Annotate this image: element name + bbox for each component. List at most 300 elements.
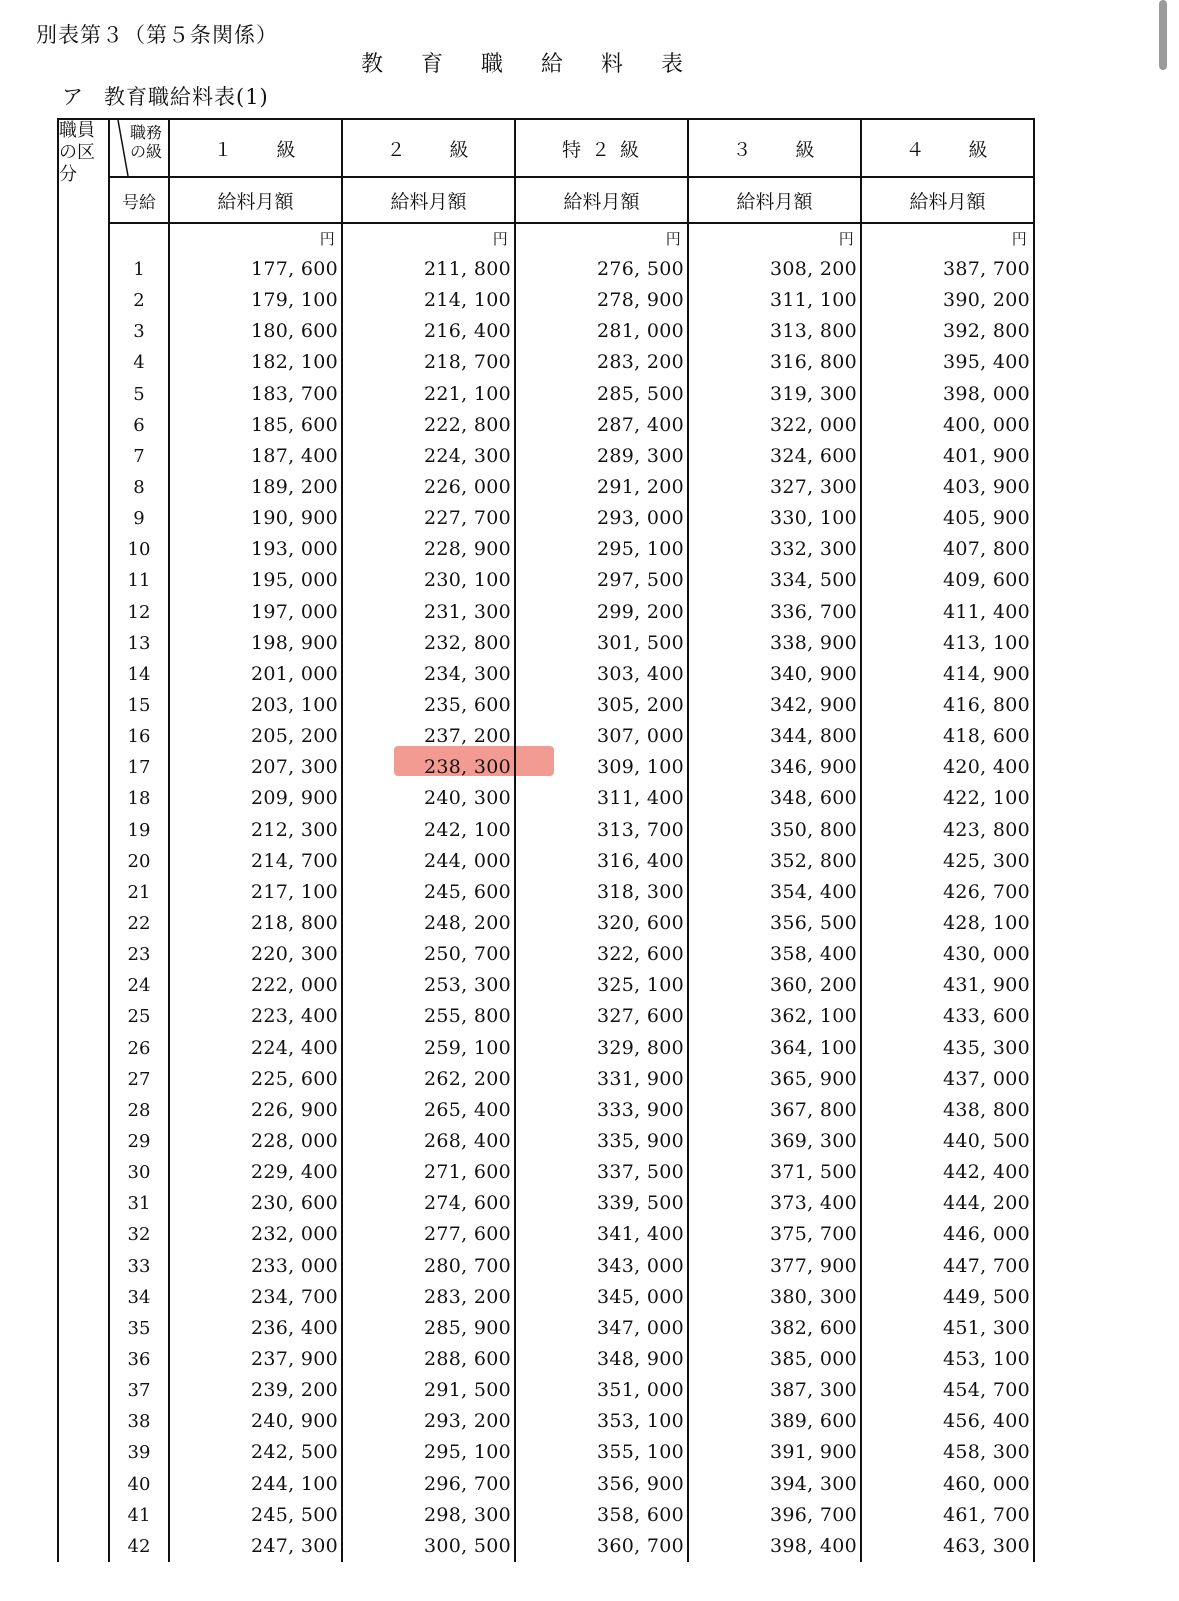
salary-cell: 390, 200	[861, 285, 1034, 316]
category-cell	[58, 1500, 109, 1531]
salary-cell: 352, 800	[688, 846, 861, 877]
salary-cell: 446, 000	[861, 1219, 1034, 1250]
step-number: 37	[109, 1375, 169, 1406]
category-cell	[58, 970, 109, 1001]
salary-cell: 225, 600	[169, 1064, 342, 1095]
salary-cell: 313, 800	[688, 316, 861, 347]
unit-label: 円	[169, 223, 342, 254]
salary-cell: 265, 400	[342, 1095, 515, 1126]
table-row	[58, 1313, 1034, 1344]
salary-cell: 364, 100	[688, 1033, 861, 1064]
salary-cell: 336, 700	[688, 597, 861, 628]
salary-cell: 449, 500	[861, 1282, 1034, 1313]
table-row	[58, 1033, 1034, 1064]
salary-cell: 232, 000	[169, 1219, 342, 1250]
salary-cell: 230, 600	[169, 1188, 342, 1219]
salary-table-body	[58, 223, 1034, 1562]
salary-cell: 356, 900	[515, 1468, 688, 1499]
salary-cell: 407, 800	[861, 534, 1034, 565]
category-cell	[58, 1437, 109, 1468]
step-number: 11	[109, 565, 169, 596]
salary-cell: 324, 600	[688, 441, 861, 472]
step-number: 12	[109, 597, 169, 628]
salary-cell: 255, 800	[342, 1001, 515, 1032]
salary-cell: 205, 200	[169, 721, 342, 752]
salary-cell: 245, 600	[342, 877, 515, 908]
category-cell	[58, 379, 109, 410]
monthly-salary-header: 給料月額	[515, 177, 688, 223]
salary-cell: 409, 600	[861, 565, 1034, 596]
salary-cell: 283, 200	[515, 347, 688, 378]
salary-cell: 416, 800	[861, 690, 1034, 721]
salary-cell: 177, 600	[169, 254, 342, 285]
grade-header-special-2: 特 ２ 級	[515, 119, 688, 177]
table-row	[58, 877, 1034, 908]
category-cell	[58, 939, 109, 970]
step-number: 24	[109, 970, 169, 1001]
salary-cell: 224, 300	[342, 441, 515, 472]
salary-cell: 303, 400	[515, 659, 688, 690]
salary-cell: 218, 800	[169, 908, 342, 939]
salary-cell: 398, 000	[861, 379, 1034, 410]
staff-category-header	[58, 119, 109, 223]
salary-cell: 333, 900	[515, 1095, 688, 1126]
category-cell	[58, 472, 109, 503]
salary-cell: 313, 700	[515, 815, 688, 846]
scrollbar-thumb[interactable]	[1159, 0, 1167, 70]
salary-cell: 190, 900	[169, 503, 342, 534]
salary-cell: 226, 900	[169, 1095, 342, 1126]
category-cell	[58, 1313, 109, 1344]
table-row	[58, 1251, 1034, 1282]
salary-cell: 230, 100	[342, 565, 515, 596]
salary-cell: 231, 300	[342, 597, 515, 628]
salary-cell: 289, 300	[515, 441, 688, 472]
salary-cell: 442, 400	[861, 1157, 1034, 1188]
salary-cell: 387, 300	[688, 1375, 861, 1406]
salary-cell: 232, 800	[342, 628, 515, 659]
step-number: 30	[109, 1157, 169, 1188]
salary-cell: 375, 700	[688, 1219, 861, 1250]
table-row	[58, 1219, 1034, 1250]
salary-cell: 212, 300	[169, 815, 342, 846]
table-row	[58, 1531, 1034, 1562]
unit-label: 円	[342, 223, 515, 254]
salary-cell: 234, 300	[342, 659, 515, 690]
salary-cell: 182, 100	[169, 347, 342, 378]
salary-cell: 221, 100	[342, 379, 515, 410]
salary-cell: 242, 500	[169, 1437, 342, 1468]
salary-cell: 360, 700	[515, 1531, 688, 1562]
salary-cell: 398, 400	[688, 1531, 861, 1562]
table-row	[58, 1500, 1034, 1531]
salary-cell: 355, 100	[515, 1437, 688, 1468]
grade-header-1: １ 級	[169, 119, 342, 177]
category-cell	[58, 1375, 109, 1406]
salary-cell: 394, 300	[688, 1468, 861, 1499]
salary-cell: 346, 900	[688, 752, 861, 783]
grade-corner-label: 職務の級	[129, 123, 162, 161]
salary-cell: 367, 800	[688, 1095, 861, 1126]
salary-cell: 209, 900	[169, 783, 342, 814]
salary-cell: 444, 200	[861, 1188, 1034, 1219]
category-cell	[58, 721, 109, 752]
category-cell	[58, 846, 109, 877]
salary-cell: 285, 900	[342, 1313, 515, 1344]
table-row	[58, 846, 1034, 877]
salary-cell: 327, 300	[688, 472, 861, 503]
unit-row	[58, 223, 1034, 254]
salary-cell: 189, 200	[169, 472, 342, 503]
salary-cell: 425, 300	[861, 846, 1034, 877]
salary-cell: 322, 000	[688, 410, 861, 441]
salary-cell: 413, 100	[861, 628, 1034, 659]
table-row	[58, 908, 1034, 939]
salary-cell: 223, 400	[169, 1001, 342, 1032]
salary-cell: 403, 900	[861, 472, 1034, 503]
category-cell	[58, 752, 109, 783]
salary-cell: 248, 200	[342, 908, 515, 939]
salary-cell: 423, 800	[861, 815, 1034, 846]
salary-cell: 179, 100	[169, 285, 342, 316]
salary-cell: 389, 600	[688, 1406, 861, 1437]
salary-cell: 369, 300	[688, 1126, 861, 1157]
table-row	[58, 254, 1034, 285]
salary-cell: 229, 400	[169, 1157, 342, 1188]
table-row	[58, 410, 1034, 441]
salary-cell: 198, 900	[169, 628, 342, 659]
step-number: 34	[109, 1282, 169, 1313]
salary-cell: 456, 400	[861, 1406, 1034, 1437]
salary-cell: 433, 600	[861, 1001, 1034, 1032]
step-number: 4	[109, 347, 169, 378]
table-row	[58, 347, 1034, 378]
step-number: 22	[109, 908, 169, 939]
category-cell	[58, 223, 109, 254]
table-row	[58, 1064, 1034, 1095]
salary-cell: 237, 900	[169, 1344, 342, 1375]
category-cell	[58, 1033, 109, 1064]
salary-cell: 463, 300	[861, 1531, 1034, 1562]
salary-cell: 288, 600	[342, 1344, 515, 1375]
category-cell	[58, 1157, 109, 1188]
salary-cell: 360, 200	[688, 970, 861, 1001]
salary-cell: 334, 500	[688, 565, 861, 596]
subtitle-mark: ア	[62, 85, 84, 109]
table-row	[58, 1157, 1034, 1188]
salary-cell: 385, 000	[688, 1344, 861, 1375]
step-number: 18	[109, 783, 169, 814]
table-row	[58, 1406, 1034, 1437]
salary-cell: 201, 000	[169, 659, 342, 690]
salary-cell: 247, 300	[169, 1531, 342, 1562]
salary-cell: 348, 600	[688, 783, 861, 814]
salary-cell: 299, 200	[515, 597, 688, 628]
category-cell	[58, 1219, 109, 1250]
salary-cell: 354, 400	[688, 877, 861, 908]
salary-cell: 245, 500	[169, 1500, 342, 1531]
category-cell	[58, 254, 109, 285]
salary-cell: 358, 400	[688, 939, 861, 970]
category-cell	[58, 690, 109, 721]
step-number: 16	[109, 721, 169, 752]
salary-cell: 382, 600	[688, 1313, 861, 1344]
step-number: 17	[109, 752, 169, 783]
salary-cell: 291, 200	[515, 472, 688, 503]
salary-cell: 339, 500	[515, 1188, 688, 1219]
salary-cell: 280, 700	[342, 1251, 515, 1282]
table-row	[58, 1126, 1034, 1157]
grade-header-2: ２ 級	[342, 119, 515, 177]
salary-cell: 343, 000	[515, 1251, 688, 1282]
salary-cell: 454, 700	[861, 1375, 1034, 1406]
salary-cell: 337, 500	[515, 1157, 688, 1188]
step-number: 20	[109, 846, 169, 877]
step-number: 42	[109, 1531, 169, 1562]
salary-cell: 380, 300	[688, 1282, 861, 1313]
salary-cell: 220, 300	[169, 939, 342, 970]
salary-cell: 244, 000	[342, 846, 515, 877]
table-row	[58, 1375, 1034, 1406]
salary-cell: 271, 600	[342, 1157, 515, 1188]
salary-cell: 283, 200	[342, 1282, 515, 1313]
category-cell	[58, 347, 109, 378]
salary-cell: 193, 000	[169, 534, 342, 565]
table-row	[58, 597, 1034, 628]
salary-cell: 295, 100	[342, 1437, 515, 1468]
category-cell	[58, 1001, 109, 1032]
salary-cell: 301, 500	[515, 628, 688, 659]
salary-cell: 362, 100	[688, 1001, 861, 1032]
salary-cell: 293, 200	[342, 1406, 515, 1437]
step-number: 8	[109, 472, 169, 503]
salary-cell: 224, 400	[169, 1033, 342, 1064]
salary-cell: 295, 100	[515, 534, 688, 565]
table-row	[58, 628, 1034, 659]
step-number: 7	[109, 441, 169, 472]
table-row	[58, 1282, 1034, 1313]
salary-cell: 308, 200	[688, 254, 861, 285]
table-row	[58, 1437, 1034, 1468]
salary-cell: 347, 000	[515, 1313, 688, 1344]
salary-cell: 307, 000	[515, 721, 688, 752]
grade-header-3: ３ 級	[688, 119, 861, 177]
salary-cell: 371, 500	[688, 1157, 861, 1188]
salary-cell: 274, 600	[342, 1188, 515, 1219]
salary-cell: 396, 700	[688, 1500, 861, 1531]
step-number: 41	[109, 1500, 169, 1531]
step-header: 号給	[109, 177, 169, 223]
salary-cell: 217, 100	[169, 877, 342, 908]
subtitle-text: 教育職給料表(1)	[104, 85, 269, 109]
salary-cell: 309, 100	[515, 752, 688, 783]
step-number: 1	[109, 254, 169, 285]
salary-cell: 460, 000	[861, 1468, 1034, 1499]
salary-cell: 242, 100	[342, 815, 515, 846]
table-row	[58, 472, 1034, 503]
salary-cell: 318, 300	[515, 877, 688, 908]
salary-cell: 207, 300	[169, 752, 342, 783]
salary-cell: 216, 400	[342, 316, 515, 347]
salary-cell: 395, 400	[861, 347, 1034, 378]
header-row-labels	[58, 177, 1034, 223]
salary-cell: 335, 900	[515, 1126, 688, 1157]
salary-cell: 377, 900	[688, 1251, 861, 1282]
salary-cell: 447, 700	[861, 1251, 1034, 1282]
table-row	[58, 379, 1034, 410]
category-cell	[58, 441, 109, 472]
salary-cell: 259, 100	[342, 1033, 515, 1064]
table-row	[58, 1001, 1034, 1032]
salary-cell: 365, 900	[688, 1064, 861, 1095]
category-cell	[58, 1468, 109, 1499]
salary-cell: 414, 900	[861, 659, 1034, 690]
table-subtitle	[62, 81, 269, 111]
salary-cell: 311, 100	[688, 285, 861, 316]
salary-cell: 187, 400	[169, 441, 342, 472]
salary-cell: 296, 700	[342, 1468, 515, 1499]
staff-category-label: 職員の区分	[59, 120, 95, 185]
salary-cell: 244, 100	[169, 1468, 342, 1499]
salary-cell: 218, 700	[342, 347, 515, 378]
step-number: 13	[109, 628, 169, 659]
salary-cell: 420, 400	[861, 752, 1034, 783]
salary-cell: 239, 200	[169, 1375, 342, 1406]
salary-cell: 240, 900	[169, 1406, 342, 1437]
salary-cell: 238, 300	[342, 752, 515, 783]
unit-label: 円	[515, 223, 688, 254]
step-number: 39	[109, 1437, 169, 1468]
category-cell	[58, 1064, 109, 1095]
salary-cell: 183, 700	[169, 379, 342, 410]
monthly-salary-header: 給料月額	[688, 177, 861, 223]
table-row	[58, 939, 1034, 970]
step-number: 10	[109, 534, 169, 565]
salary-cell: 235, 600	[342, 690, 515, 721]
salary-cell: 203, 100	[169, 690, 342, 721]
salary-cell: 405, 900	[861, 503, 1034, 534]
step-number: 36	[109, 1344, 169, 1375]
category-cell	[58, 1282, 109, 1313]
annex-label: 別表第３（第５条関係）	[36, 23, 278, 47]
salary-cell: 287, 400	[515, 410, 688, 441]
salary-cell: 437, 000	[861, 1064, 1034, 1095]
step-number: 19	[109, 815, 169, 846]
salary-cell: 228, 000	[169, 1126, 342, 1157]
salary-cell: 197, 000	[169, 597, 342, 628]
salary-cell: 332, 300	[688, 534, 861, 565]
table-row	[58, 721, 1034, 752]
step-cell	[109, 223, 169, 254]
category-cell	[58, 565, 109, 596]
salary-cell: 211, 800	[342, 254, 515, 285]
salary-cell: 400, 000	[861, 410, 1034, 441]
salary-cell: 195, 000	[169, 565, 342, 596]
salary-cell: 330, 100	[688, 503, 861, 534]
monthly-salary-header: 給料月額	[861, 177, 1034, 223]
category-cell	[58, 1251, 109, 1282]
salary-cell: 262, 200	[342, 1064, 515, 1095]
category-cell	[58, 815, 109, 846]
category-cell	[58, 410, 109, 441]
category-cell	[58, 597, 109, 628]
page-title: 教育職給料表	[361, 52, 722, 77]
salary-cell: 353, 100	[515, 1406, 688, 1437]
step-number: 21	[109, 877, 169, 908]
step-number: 38	[109, 1406, 169, 1437]
salary-cell: 236, 400	[169, 1313, 342, 1344]
category-cell	[58, 1531, 109, 1562]
salary-cell: 438, 800	[861, 1095, 1034, 1126]
salary-cell: 356, 500	[688, 908, 861, 939]
salary-cell: 311, 400	[515, 783, 688, 814]
step-number: 40	[109, 1468, 169, 1499]
salary-cell: 387, 700	[861, 254, 1034, 285]
salary-cell: 327, 600	[515, 1001, 688, 1032]
salary-cell: 291, 500	[342, 1375, 515, 1406]
salary-cell: 422, 100	[861, 783, 1034, 814]
step-number: 28	[109, 1095, 169, 1126]
category-cell	[58, 1095, 109, 1126]
category-cell	[58, 316, 109, 347]
salary-cell: 278, 900	[515, 285, 688, 316]
category-cell	[58, 534, 109, 565]
salary-cell: 340, 900	[688, 659, 861, 690]
table-row	[58, 1095, 1034, 1126]
salary-cell: 226, 000	[342, 472, 515, 503]
salary-cell: 338, 900	[688, 628, 861, 659]
salary-table	[57, 118, 1035, 1562]
salary-cell: 392, 800	[861, 316, 1034, 347]
salary-cell: 240, 300	[342, 783, 515, 814]
table-row	[58, 783, 1034, 814]
salary-cell: 391, 900	[688, 1437, 861, 1468]
step-number: 32	[109, 1219, 169, 1250]
table-row	[58, 1344, 1034, 1375]
unit-label: 円	[861, 223, 1034, 254]
step-number: 3	[109, 316, 169, 347]
step-number: 23	[109, 939, 169, 970]
salary-cell: 214, 100	[342, 285, 515, 316]
step-number: 5	[109, 379, 169, 410]
salary-cell: 344, 800	[688, 721, 861, 752]
step-number: 31	[109, 1188, 169, 1219]
table-row	[58, 659, 1034, 690]
salary-cell: 348, 900	[515, 1344, 688, 1375]
grade-header-4: ４ 級	[861, 119, 1034, 177]
category-cell	[58, 659, 109, 690]
salary-cell: 250, 700	[342, 939, 515, 970]
salary-cell: 440, 500	[861, 1126, 1034, 1157]
table-row	[58, 752, 1034, 783]
step-number: 33	[109, 1251, 169, 1282]
table-row	[58, 690, 1034, 721]
category-cell	[58, 1406, 109, 1437]
salary-cell: 320, 600	[515, 908, 688, 939]
salary-cell: 453, 100	[861, 1344, 1034, 1375]
step-number: 29	[109, 1126, 169, 1157]
step-number: 2	[109, 285, 169, 316]
salary-cell: 341, 400	[515, 1219, 688, 1250]
salary-cell: 305, 200	[515, 690, 688, 721]
table-row	[58, 285, 1034, 316]
salary-cell: 322, 600	[515, 939, 688, 970]
salary-cell: 214, 700	[169, 846, 342, 877]
salary-cell: 222, 800	[342, 410, 515, 441]
salary-cell: 297, 500	[515, 565, 688, 596]
monthly-salary-header: 給料月額	[342, 177, 515, 223]
salary-cell: 316, 800	[688, 347, 861, 378]
